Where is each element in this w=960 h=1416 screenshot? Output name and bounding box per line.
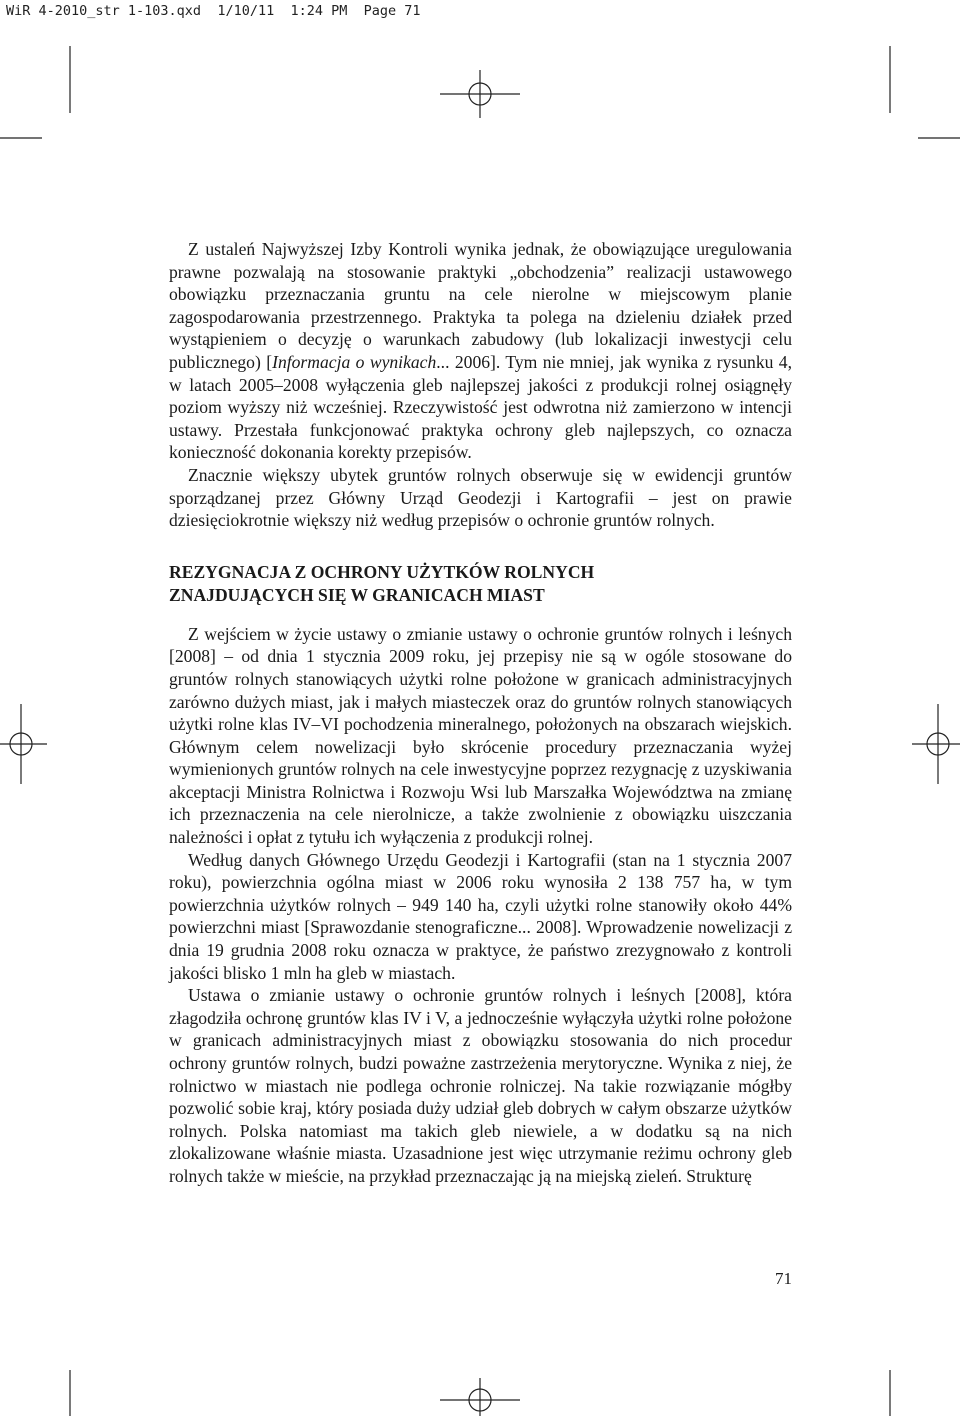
paragraph-section-1: Z wejściem w życie ustawy o zmianie ustawy o ochronie gruntów rolnych i leśnych [2008] – od dnia 1 stycznia 2009 roku, jej przepisy nie są w ogóle stosowane do gruntów rolnych stanowiących użytki rolne położone w granicach administracyjnych zarówno dużych miast, jak i małych miasteczek oraz do gruntów rolnych stanowiących użytki rolne klas IV–VI pochodzenia mineralnego, położonych na obszarach wiejskich. Głównym celem nowelizacji było skrócenie procedury przeznaczania wyżej wymienionych gruntów rolnych na cele inwestycyjne poprzez rezygnację z uzyskiwania akceptacji Ministra Rolnictwa i Rozwoju Wsi lub Marszałka Województwa na zmianę ich przeznaczenia na cele nierolnicze, a także zwolnienie z obowiązku uiszczania należności i opłat z tytułu ich wyłączenia z produkcji rolnej. (169, 623, 792, 848)
registration-mark-top (440, 70, 520, 118)
section-heading (169, 561, 792, 607)
paragraph-intro-1: Z ustaleń Najwyższej Izby Kontroli wynika jednak, że obowiązujące uregulowania prawne pozwalają na stosowanie praktyki „obchodzenia” realizacji ustawowego obowiązku przeznaczania gruntu na cele nierolne w miejscowym planie zagospodarowania przestrzennego. Praktyka ta polega na dzieleniu działek przed wystąpieniem o decyzję o warunkach zabudowy (lub lokalizacji inwestycji celu publicznego) [Informacja o wynikach... 2006]. Tym nie mniej, jak wynika z rysunku 4, w latach 2005–2008 wyłączenia gleb najlepszej jakości z produkcji rolnej osiągnęły poziom wyższy niż wcześniej. Rzeczywistość jest odwrotna niż zamierzono w intencji ustawy. Przestała funkcjonować praktyka ochrony gleb najlepszych, co oznacza konieczność dokonania korekty przepisów. (169, 239, 792, 463)
registration-mark-left (0, 704, 47, 784)
registration-mark-bottom (440, 1378, 520, 1416)
registration-mark-right (912, 704, 960, 784)
italic-citation: Informacja o wynikach (272, 351, 437, 372)
print-slug-line: WiR 4-2010_str 1-103.qxd 1/10/11 1:24 PM Page 71 (6, 3, 421, 19)
paragraph-section-3: Ustawa o zmianie ustawy o ochronie gruntów rolnych i leśnych [2008], która złagodziła ochronę gruntów klas IV i V, a jednocześnie wyłączyła użytki rolne położone w granicach administracyjnych miast z obowiązku stosowania do nich procedur ochrony gruntów rolnych, budzi poważne zastrzeżenia merytoryczne. Wynika z niej, że rolnictwo w miastach nie podlega ochronie rolniczej. Na takie rozwiązanie mógłby pozwolić sobie kraj, który posiada duży udział gleb dobrych w całym obszarze użytków rolnych. Polska natomiast ma takich gleb niewiele, a w dodatku są na nich zlokalizowane właśnie miasta. Uzasadnione jest więc utrzymanie reżimu ochrony gleb rolnych także w mieście, na przykład przeznaczając ją na miejską zieleń. Strukturę (169, 985, 792, 1186)
section-heading-line-2: ZNAJDUJĄCYCH SIĘ W GRANICACH MIAST (169, 584, 545, 605)
paragraph-section-2: Według danych Głównego Urzędu Geodezji i Kartografii (stan na 1 stycznia 2007 roku), powierzchnia ogólna miast w 2006 roku wynosiła 2 138 757 ha, w tym powierzchnia użytków rolnych – 949 140 ha, czyli użytki rolne stanowiły około 44% powierzchni miast [Sprawozdanie stenograficzne... 2008]. Wprowadzenie nowelizacji z dnia 19 grudnia 2008 roku oznacza w praktyce, że państwo zrezygnowało z kontroli jakości blisko 1 mln ha gleb w miastach. (169, 849, 792, 983)
page-number: 71 (775, 1269, 792, 1288)
paragraph-intro-2: Znacznie większy ubytek gruntów rolnych obserwuje się w ewidencji gruntów sporządzanej przez Główny Urząd Geodezji i Kartografii – jest on prawie dziesięciokrotnie większy niż według przepisów o ochronie gruntów rolnych. (169, 464, 792, 531)
section-heading-line-1: REZYGNACJA Z OCHRONY UŻYTKÓW ROLNYCH (169, 561, 595, 582)
page-body (169, 238, 792, 1188)
